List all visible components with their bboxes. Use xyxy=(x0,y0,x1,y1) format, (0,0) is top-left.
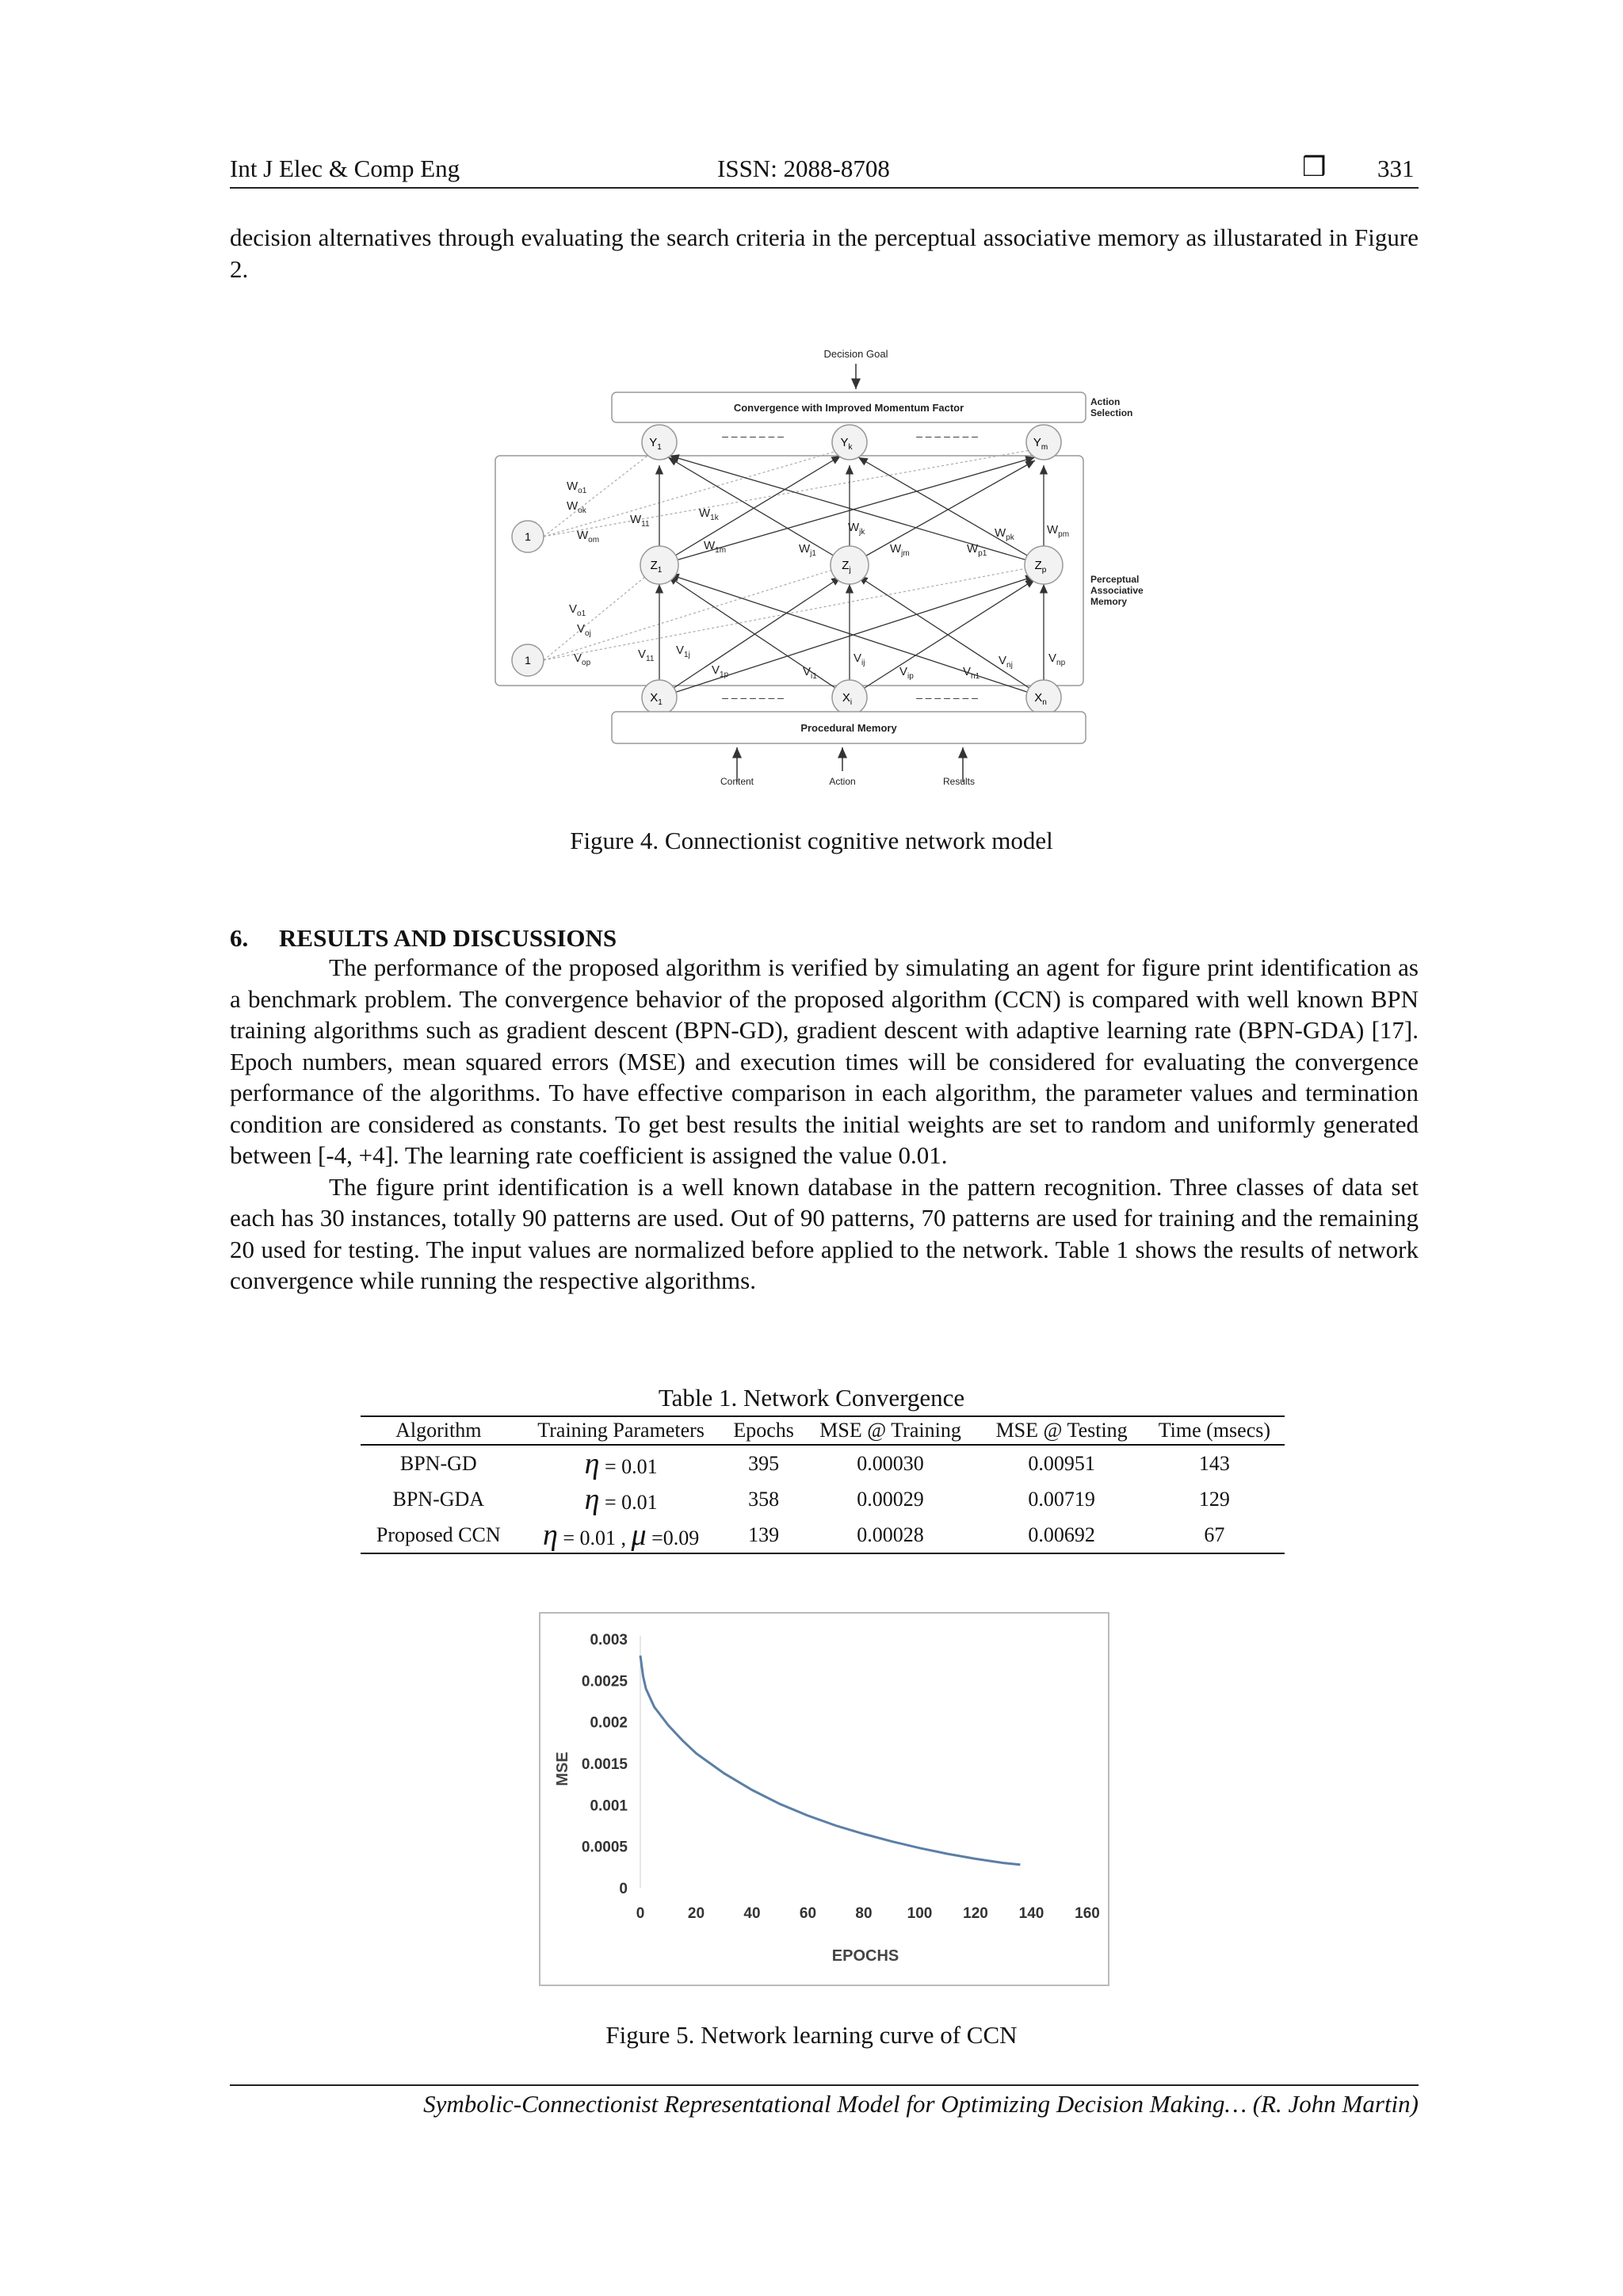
svg-text:Vnp xyxy=(1048,651,1066,667)
y-tick-label: 0.0005 xyxy=(581,1839,628,1856)
param-mu-value: =0.09 xyxy=(651,1526,700,1549)
eta-symbol: η xyxy=(542,1518,558,1552)
eta-symbol: η xyxy=(584,1482,600,1516)
y-dash-left: – – – – – – – xyxy=(722,430,784,442)
cell-mse-train: 0.00028 xyxy=(802,1517,980,1553)
svg-text:V1j xyxy=(676,644,690,659)
section-title: RESULTS AND DISCUSSIONS xyxy=(279,924,617,952)
svg-text:Vi1 xyxy=(803,665,817,681)
cell-params xyxy=(517,1445,726,1481)
node-zp-sub: p xyxy=(1041,566,1047,575)
node-xi-base: X xyxy=(842,691,850,705)
node-z1-base: Z xyxy=(650,559,658,572)
svg-text:Wjm xyxy=(890,542,910,558)
table-row xyxy=(361,1481,1285,1517)
header-box-icon: ❒ xyxy=(1302,153,1327,182)
x-dash-right: – – – – – – – xyxy=(916,691,978,704)
v-label-sub: i1 xyxy=(811,672,817,681)
v-label: V xyxy=(569,602,578,616)
v-label: V xyxy=(899,665,908,678)
x-tick-label: 20 xyxy=(687,1905,705,1922)
perceptual-line1: Perceptual xyxy=(1090,574,1140,585)
intro-text: decision alternatives through evaluating the search criteria in the perceptual associative memory as illustarated in Figure 2. xyxy=(230,223,1419,283)
y-tick-label: 0 xyxy=(619,1881,628,1897)
node-zj xyxy=(831,546,869,584)
y-dash-right: – – – – – – – xyxy=(916,430,978,442)
x-tick-label: 60 xyxy=(799,1905,817,1922)
v-label-sub: 11 xyxy=(646,655,655,663)
section-paragraph-2: The figure print identification is a well known database in the pattern recognition. Three classes of data set each has 30 instances, totally 90 patterns are used. Out of 90 patterns, 70 patterns are used for training and the remaining 20 used for testing. The input values are normalized before applied to the network. Table 1 shows the results of network convergence while running the respective algorithms. xyxy=(230,1172,1419,1294)
cell-algorithm: Proposed CCN xyxy=(361,1517,517,1553)
v-label-sub: n1 xyxy=(971,672,980,681)
param-eta-value: = 0.01 xyxy=(604,1490,658,1514)
bias-node-bottom-label: 1 xyxy=(525,654,531,667)
v-label: V xyxy=(1048,651,1057,665)
svg-text:Vo1 xyxy=(569,602,586,618)
decision-goal-label: Decision Goal xyxy=(823,348,888,360)
v-label: V xyxy=(999,654,1007,667)
w-label: W xyxy=(630,513,642,526)
svg-text:V1p xyxy=(712,663,729,679)
section-body xyxy=(230,952,1419,1297)
w-label-sub: p1 xyxy=(978,549,987,558)
w-label: W xyxy=(577,529,589,542)
node-xn-sub: n xyxy=(1042,698,1047,707)
node-ym xyxy=(1026,425,1061,460)
cell-mse-test: 0.00951 xyxy=(1028,1451,1095,1475)
node-x1-sub: 1 xyxy=(658,698,663,707)
col-epochs: Epochs xyxy=(726,1416,802,1445)
svg-text:V11 xyxy=(638,648,655,663)
cell-epochs: 358 xyxy=(748,1487,780,1511)
v-label-sub: ij xyxy=(861,659,865,667)
page-number: 331 xyxy=(1377,155,1415,182)
w-label-sub: 1m xyxy=(715,546,727,555)
header-rule xyxy=(230,187,1419,189)
col-mse-testing: MSE @ Testing xyxy=(979,1416,1144,1445)
mu-symbol: μ xyxy=(631,1518,647,1552)
y-tick-label: 0.0025 xyxy=(581,1673,628,1690)
w-label: W xyxy=(967,542,979,556)
svg-text:Wok xyxy=(567,499,587,515)
w-label-sub: 1k xyxy=(710,514,719,522)
col-algorithm: Algorithm xyxy=(361,1416,517,1445)
v-label-sub: o1 xyxy=(577,609,586,618)
node-zp xyxy=(1025,546,1063,584)
eta-symbol: η xyxy=(584,1446,600,1480)
figure4-diagram xyxy=(491,337,1173,804)
node-y1 xyxy=(642,425,677,460)
svg-text:Wpk xyxy=(995,526,1015,542)
w-label: W xyxy=(799,542,811,556)
cell-params xyxy=(517,1481,726,1517)
w-label-sub: jm xyxy=(901,549,910,558)
node-ym-sub: m xyxy=(1041,443,1048,452)
svg-text:Voj xyxy=(577,622,591,638)
node-ym-base: Y xyxy=(1033,436,1041,449)
w-label-sub: j1 xyxy=(810,549,816,558)
node-z1-sub: 1 xyxy=(657,566,663,575)
svg-text:Vip xyxy=(899,665,914,681)
w-label: W xyxy=(567,479,579,493)
input-content: Content xyxy=(720,776,754,787)
svg-text:Wom xyxy=(577,529,599,544)
node-x1 xyxy=(642,680,677,715)
action-selection-line2: Selection xyxy=(1090,407,1133,418)
y-nodes xyxy=(642,425,1061,460)
cell-time: 129 xyxy=(1198,1487,1230,1511)
svg-text:Wpm xyxy=(1047,523,1069,539)
w-label-sub: pm xyxy=(1058,530,1070,539)
w-label-sub: jk xyxy=(859,528,865,537)
input-results: Results xyxy=(942,776,976,787)
node-xi-sub: i xyxy=(850,698,853,707)
node-yk xyxy=(832,425,867,460)
x-tick-label: 100 xyxy=(907,1905,933,1922)
svg-text:W1m xyxy=(704,539,726,555)
x-tick-label: 0 xyxy=(636,1905,645,1922)
y-tick-label: 0.003 xyxy=(590,1632,628,1648)
cell-time: 143 xyxy=(1198,1451,1230,1475)
svg-text:Wjk xyxy=(848,521,865,537)
cell-mse-test: 0.00719 xyxy=(1028,1487,1095,1511)
v-label: V xyxy=(963,665,972,678)
v-label: V xyxy=(574,651,582,665)
v-label: V xyxy=(577,622,586,636)
x-tick-label: 80 xyxy=(855,1905,873,1922)
node-xn xyxy=(1026,680,1061,715)
x-tick-label: 140 xyxy=(1018,1905,1044,1922)
table-row xyxy=(361,1445,1285,1481)
w-label: W xyxy=(567,499,579,513)
col-time: Time (msecs) xyxy=(1144,1416,1285,1445)
intro-paragraph xyxy=(230,222,1419,285)
cell-mse-train: 0.00029 xyxy=(857,1487,924,1511)
x-tick-label: 160 xyxy=(1075,1905,1100,1922)
x-axis-label: EPOCHS xyxy=(831,1947,899,1965)
w-label-sub: ok xyxy=(578,506,586,515)
node-zp-base: Z xyxy=(1034,559,1042,572)
y-tick-label: 0.0015 xyxy=(581,1756,628,1773)
w-label: W xyxy=(1047,523,1059,537)
param-eta-value: = 0.01 xyxy=(604,1454,658,1478)
footer-text: Symbolic-Connectionist Representational Model for Optimizing Decision Making… (R. John Martin) xyxy=(423,2090,1419,2118)
v-label-sub: 1p xyxy=(720,670,729,679)
v-label-sub: nj xyxy=(1006,661,1013,670)
w-label-sub: pk xyxy=(1006,533,1014,542)
node-yk-base: Y xyxy=(840,436,849,449)
v-label: V xyxy=(638,648,647,661)
svg-text:Vij xyxy=(854,651,865,667)
node-x1-base: X xyxy=(650,691,659,705)
w-label: W xyxy=(699,506,711,520)
node-zj-sub: j xyxy=(849,566,851,575)
v-label: V xyxy=(803,665,812,678)
svg-text:Vn1 xyxy=(963,665,980,681)
running-header-journal: Int J Elec & Comp Eng xyxy=(230,155,460,182)
cell-algorithm: BPN-GD xyxy=(399,1451,477,1475)
v-label-sub: ip xyxy=(907,672,914,681)
section-heading xyxy=(230,924,617,953)
w-label: W xyxy=(995,526,1006,540)
cell-epochs: 139 xyxy=(726,1517,802,1553)
y-tick-label: 0.001 xyxy=(590,1797,628,1815)
col-mse-training: MSE @ Training xyxy=(802,1416,980,1445)
input-action: Action xyxy=(829,776,856,787)
footer-rule xyxy=(230,2084,1419,2086)
y-tick-label: 0.002 xyxy=(590,1714,628,1732)
svg-text:Wp1 xyxy=(967,542,987,558)
running-header-issn: ISSN: 2088-8708 xyxy=(717,155,890,182)
convergence-box-label: Convergence with Improved Momentum Factor xyxy=(733,402,964,414)
v-label: V xyxy=(854,651,862,665)
x-tick-label: 40 xyxy=(743,1905,761,1922)
network-convergence-table xyxy=(361,1415,1285,1554)
learning-curve-chart xyxy=(539,1612,1109,1986)
node-yk-sub: k xyxy=(848,443,853,452)
svg-text:Vnj xyxy=(999,654,1013,670)
section-number: 6. xyxy=(230,924,249,952)
y-axis-label: MSE xyxy=(554,1752,571,1786)
node-xn-base: X xyxy=(1034,691,1043,705)
v-label: V xyxy=(676,644,685,657)
perceptual-line2: Associative xyxy=(1090,585,1144,596)
v-label-sub: np xyxy=(1056,659,1066,667)
v-label: V xyxy=(712,663,720,677)
section-paragraph-1: The performance of the proposed algorithm is verified by simulating an agent for figure print identification as a benchmark problem. The convergence behavior of the proposed algorithm (CCN) is compared with well known BPN training algorithms such as gradient descent (BPN-GD), gradient descent with adaptive learning rate (BPN-GDA) [17]. Epoch numbers, mean squared errors (MSE) and execution times will be considered for evaluating the convergence performance of the algorithms. To have effective comparison in each algorithm, the parameter values and termination condition are considered as constants. To get best results the initial weights are set to random and uniformly generated between [-4, +4]. The learning rate coefficient is assigned the value 0.01. xyxy=(230,953,1419,1169)
cell-time: 67 xyxy=(1144,1517,1285,1553)
w-label: W xyxy=(890,542,902,556)
figure4-caption: Figure 4. Connectionist cognitive network model xyxy=(570,827,1053,854)
bias-node-top-label: 1 xyxy=(525,530,531,543)
cell-algorithm: BPN-GDA xyxy=(392,1487,485,1511)
table1-title: Table 1. Network Convergence xyxy=(658,1384,965,1412)
x-dash-left: – – – – – – – xyxy=(722,691,784,704)
w-label: W xyxy=(848,521,860,534)
svg-text:W11 xyxy=(630,513,650,529)
v-label-sub: op xyxy=(582,659,591,667)
perceptual-line3: Memory xyxy=(1090,596,1128,607)
w-label-sub: om xyxy=(588,536,600,544)
procedural-memory-label: Procedural Memory xyxy=(800,722,897,734)
param-eta-value: = 0.01 , xyxy=(563,1526,626,1549)
x-tick-label: 120 xyxy=(963,1905,988,1922)
col-training-parameters: Training Parameters xyxy=(517,1416,726,1445)
table-row xyxy=(361,1517,1285,1553)
w-label-sub: 11 xyxy=(641,520,650,529)
cell-epochs: 395 xyxy=(748,1451,780,1475)
cell-mse-test: 0.00692 xyxy=(979,1517,1144,1553)
figure5-caption: Figure 5. Network learning curve of CCN xyxy=(605,2021,1018,2049)
node-y1-sub: 1 xyxy=(657,443,662,452)
svg-text:Vop xyxy=(574,651,591,667)
node-y1-base: Y xyxy=(649,436,658,449)
table-header-row xyxy=(361,1416,1285,1445)
v-label-sub: 1j xyxy=(684,651,690,659)
svg-text:Wo1 xyxy=(567,479,587,495)
v-label-sub: oj xyxy=(585,629,591,638)
w-label-sub: o1 xyxy=(578,487,587,495)
w-label: W xyxy=(704,539,716,552)
cell-mse-train: 0.00030 xyxy=(857,1451,924,1475)
svg-text:W1k xyxy=(699,506,720,522)
node-zj-base: Z xyxy=(842,559,850,572)
action-selection-line1: Action xyxy=(1090,396,1121,407)
cell-params xyxy=(517,1517,726,1553)
node-z1 xyxy=(640,546,678,584)
